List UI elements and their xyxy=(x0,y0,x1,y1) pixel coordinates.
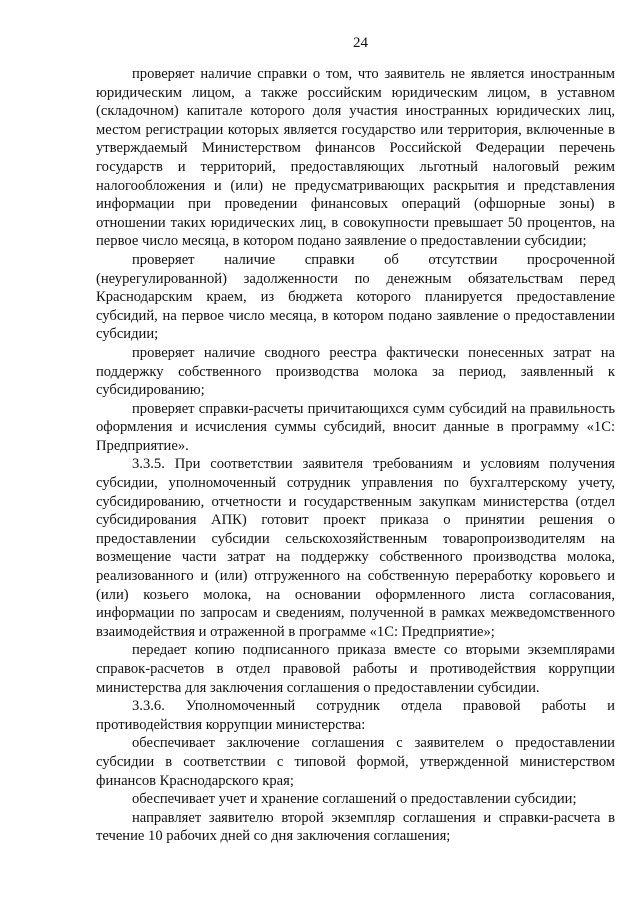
paragraph-registry-check: проверяет наличие сводного реестра фактически понесенных затрат на поддержку собственного производства молока за период, заявленный к субсидированию; xyxy=(96,344,615,399)
paragraph-agreement-sending: направляет заявителю второй экземпляр соглашения и справки-расчета в течение 10 рабочих дней со дня заключения соглашения; xyxy=(96,809,615,845)
paragraph-3-3-6: 3.3.6. Уполномоченный сотрудник отдела правовой работы и противодействия коррупции министерства: xyxy=(96,698,615,733)
paragraph-3-3-5: 3.3.5. При соответствии заявителя требованиям и условиям получения субсидии, уполномоченный сотрудник управления по бухгалтерскому учету, субсидированию, отчетности и государственным закупкам министерства (отдел субсидирования АПК) готовит проект приказа о принятии решения о предоставлении субсидии сельскохозяйственным товаропроизводителям на возмещение части затрат на поддержку собственного производства молока, реализованного и (или) отгруженного на собственную переработку коровьего и (или) козьего молока, на основании оформленного листа согласования, информации по запросам и сведениям, полученной в рамках межведомственного взаимодействия и отраженной в программе «1С: Предприятие»; xyxy=(96,456,615,640)
page-number: 24 xyxy=(353,35,368,51)
paragraph-debt-check: проверяет наличие справки об отсутствии просроченной (неурегулированной) задолженности по денежным обязательствам перед Краснодарским краем, из бюджета которого планируется предоставление субсидий, на первое число месяца, в котором подано заявление о предоставлении субсидии; xyxy=(96,251,615,343)
paragraph-calculation-check: проверяет справки-расчеты причитающихся сумм субсидий на правильность оформления и исчисления суммы субсидий, вносит данные в программу «1С: Предприятие». xyxy=(96,400,615,454)
paragraph-agreement-storage: обеспечивает учет и хранение соглашений о предоставлении субсидии; xyxy=(132,791,577,808)
paragraph-agreement-conclusion: обеспечивает заключение соглашения с заявителем о предоставлении субсидии в соответствии с типовой формой, утвержденной министерством финансов Краснодарского края; xyxy=(96,735,615,789)
paragraph-order-transfer: передает копию подписанного приказа вместе со вторыми экземплярами справок-расчетов в отдел правовой работы и противодействия коррупции министерства для заключения соглашения о предоставлении субсидии. xyxy=(96,642,615,696)
paragraph-offshore-check: проверяет наличие справки о том, что заявитель не является иностранным юридическим лицом, а также российским юридическим лицом, в уставном (складочном) капитале которого доля участия иностранных юридических лиц, местом регистрации которых является государство или территория, включенные в утверждаемый Министерством финансов Российской Федерации перечень государств и территорий, предоставляющих льготный налоговый режим налогообложения и (или) не предусматривающих раскрытия и представления информации при проведении финансовых операций (офшорные зоны) в отношении таких юридических лиц, в совокупности превышает 50 процентов, на первое число месяца, в котором подано заявление о предоставлении субсидии; xyxy=(96,66,615,250)
